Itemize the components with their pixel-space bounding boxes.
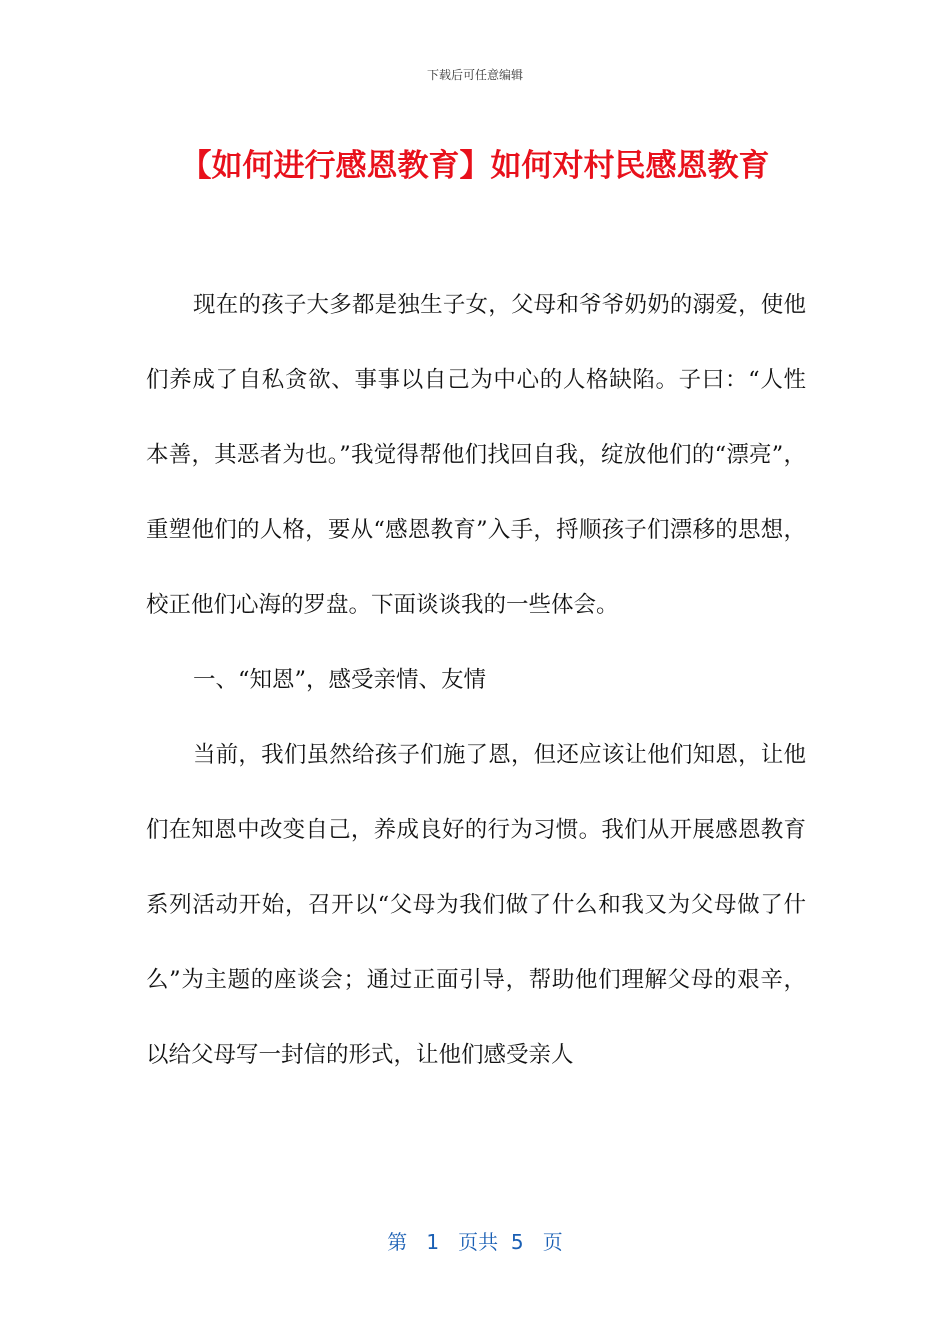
footer-total-pages: 5: [510, 1230, 524, 1254]
footer-page-suffix: 页: [542, 1230, 563, 1254]
section-heading: 一、“知恩”，感受亲情、友情: [193, 667, 487, 693]
footer-page-number: 1: [426, 1230, 440, 1254]
section-paragraph: 当前，我们虽然给孩子们施了恩，但还应该让他们知恩，让他们在知恩中改变自己，养成良好的行为习惯。我们从开展感恩教育系列活动开始，召开以“父母为我们做了什么和我又为父母做了什么”为主题的座谈会；通过正面引导，帮助他们理解父母的艰辛，以给父母写一封信的形式，让他们感受亲人: [146, 742, 806, 1068]
footer-page-prefix: 第: [387, 1230, 408, 1254]
document-body: [146, 268, 806, 1093]
footer-page-middle: 页共: [458, 1230, 499, 1254]
document-title: 【如何进行感恩教育】如何对村民感恩教育: [180, 148, 770, 184]
intro-paragraph: 现在的孩子大多都是独生子女，父母和爷爷奶奶的溺爱，使他们养成了自私贪欲、事事以自己为中心的人格缺陷。子曰：“人性本善，其恶者为也。”我觉得帮他们找回自我，绽放他们的“漂亮”，重塑他们的人格，要从“感恩教育”入手，捋顺孩子们漂移的思想，校正他们心海的罗盘。下面谈谈我的一些体会。: [146, 292, 806, 618]
page-footer: [0, 1226, 950, 1255]
header-note: 下载后可任意编辑: [426, 68, 523, 82]
